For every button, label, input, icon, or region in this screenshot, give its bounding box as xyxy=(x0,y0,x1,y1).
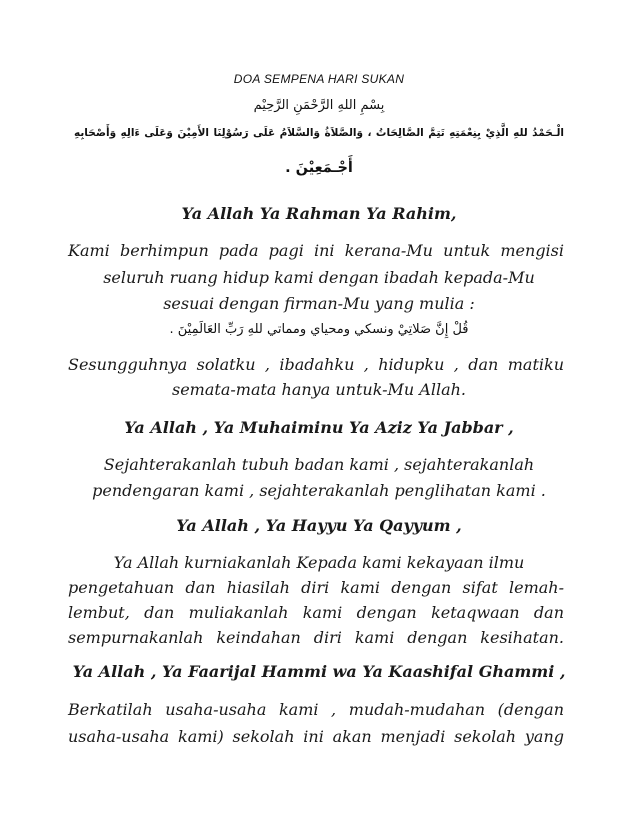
paragraph-line: semata-mata hanya untuk-Mu Allah. xyxy=(172,380,466,399)
paragraph-line: sempurnakanlah keindahan diri kami dengan kesihatan. xyxy=(68,628,564,647)
paragraph-line: usaha-usaha kami) sekolah ini akan menjadi sekolah yang xyxy=(68,727,564,746)
paragraph-line: lembut, dan muliakanlah kami dengan ketaqwaan dan xyxy=(68,603,564,622)
prayer-heading-2: Ya Allah , Ya Muhaiminu Ya Aziz Ya Jabbar , xyxy=(124,418,514,437)
paragraph-line: Sesungguhnya solatku , ibadahku , hidupku , dan matiku xyxy=(68,355,564,374)
prayer-heading-4: Ya Allah , Ya Faarijal Hammi wa Ya Kaashifal Ghammi , xyxy=(72,662,566,681)
document-title: DOA SEMPENA HARI SUKAN xyxy=(233,72,405,86)
prayer-heading-3: Ya Allah , Ya Hayyu Ya Qayyum , xyxy=(176,516,462,535)
paragraph-line: Kami berhimpun pada pagi ini kerana-Mu untuk mengisi xyxy=(68,241,564,260)
paragraph-line: seluruh ruang hidup kami dengan ibadah kepada-Mu xyxy=(103,268,535,287)
paragraph-line: pengetahuan dan hiasilah diri kami dengan sifat lemah- xyxy=(68,578,564,597)
hamdalah-line-1: الْـحَمْدُ للهِ الَّذِيْ بِنِعْمَتِهِ تَتِمَّ الصَّالِحَاتُ ، وَالصَّلاَةُ وَالسَّلاَمُ عَلَى رَسُوْلِنَا الأَمِيْنَ وَعَلَى ءَالِهِ وَأَصْحَابِهِ xyxy=(74,127,564,139)
quran-verse: قُلْ إِنَّ صَلاتِيْ ونسكي ومحياي ومماتي للهِ رَبِّ العَالَمِيْنَ . xyxy=(169,322,469,337)
paragraph-line: Berkatilah usaha-usaha kami , mudah-mudahan (dengan xyxy=(68,700,564,719)
paragraph-line: Ya Allah kurniakanlah Kepada kami kekayaan ilmu xyxy=(113,553,525,572)
prayer-heading-1: Ya Allah Ya Rahman Ya Rahim, xyxy=(181,204,457,223)
paragraph-line: Sejahterakanlah tubuh badan kami , sejahterakanlah xyxy=(103,455,535,474)
paragraph-line: sesuai dengan firman-Mu yang mulia : xyxy=(163,294,475,313)
paragraph-line: pendengaran kami , sejahterakanlah penglihatan kami . xyxy=(92,481,546,500)
basmalah: بِسْمِ اللهِ الرَّحْمَنِ الرَّحِيْم xyxy=(253,98,385,113)
hamdalah-line-2: أَجْـمَعِيْنَ . xyxy=(285,160,353,176)
